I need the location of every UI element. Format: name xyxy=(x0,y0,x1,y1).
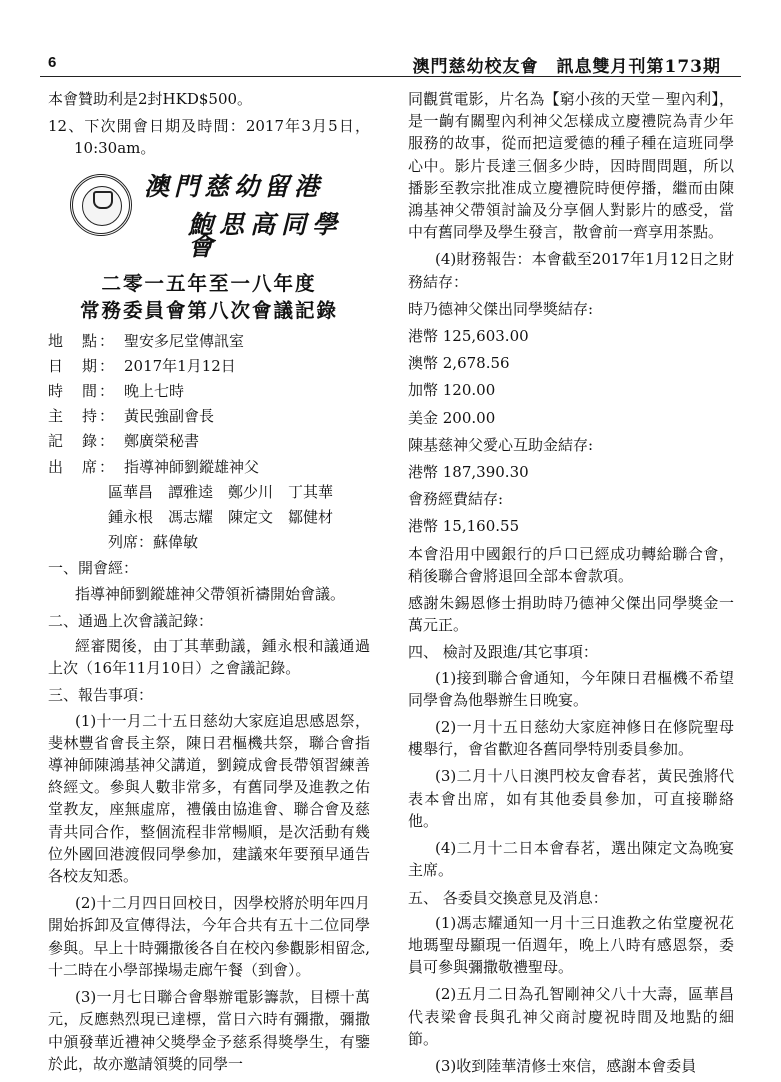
meta-value: 2017年1月12日 xyxy=(124,356,236,375)
section-3-heading: 三、報告事項： xyxy=(48,686,154,705)
fund-label-2: 陳基慈神父愛心互助金結存: xyxy=(408,435,594,454)
exchange-item-2: (2)五月二日為孔智剛神父八十大壽，區華昌代表梁會長與孔神父商討慶祝時間及地點的細節。 xyxy=(408,985,734,1048)
donation-thanks: 感謝朱錫恩修士捐助時乃德神父傑出同學獎金一萬元正。 xyxy=(408,594,734,635)
bank-transfer-note: 本會沿用中國銀行的戶口已經成功轉給聯合會，稍後聯合會將退回全部本會款項。 xyxy=(408,544,734,585)
section-1-body: 指導神師劉鏦雄神父帶領祈禱開始會議。 xyxy=(75,584,346,603)
meta-date xyxy=(48,355,370,377)
followup-item-2: (2)一月十五日慈幼大家庭神修日在修院聖母樓舉行，會省歡迎各舊同學特別委員參加。 xyxy=(408,718,734,759)
meta-label: 記 錄： xyxy=(48,432,117,451)
balance-usd: 美金 200.00 xyxy=(408,408,496,427)
continued-text: 本會贊助利是2封HKD$500。 xyxy=(48,90,253,108)
publication-title: 澳門慈幼校友會 訊息雙月刊第173期 xyxy=(412,57,721,77)
meta-chair xyxy=(48,405,370,427)
meta-venue xyxy=(48,330,370,352)
agenda-item-12: 12、下次開會日期及時間：2017年3月5日，10:30am。 xyxy=(48,117,370,158)
report-item-3-continued: 同觀賞電影，片名為【窮小孩的天堂－聖內利】，是一齣有關聖內利神父怎樣成立慶禮院為青少年服務的故事，從而把這愛德的種子種在這班同學心中。影片長達三個多少時，因時間問題，所以播影至教宗批准成立慶禮院時便停播，繼而由陳鴻基神父帶領討論及分享個人對影片的感受，當中有舊同學及學生發言，散會前一齊享用茶點。 xyxy=(408,90,734,242)
right-column xyxy=(408,88,734,1082)
section-4-heading: 四、 檢討及跟進/其它事項： xyxy=(408,643,598,662)
meta-label: 時 間： xyxy=(48,382,117,401)
section-5-heading: 五、 各委員交換意見及消息： xyxy=(408,888,608,907)
left-column xyxy=(48,88,370,1080)
meta-value: 聖安多尼堂傳訊室 xyxy=(124,331,245,350)
header-divider xyxy=(40,76,741,77)
meta-label: 主 持： xyxy=(48,407,117,426)
fund-label-1: 時乃德神父傑出同學獎結存: xyxy=(408,299,594,318)
logo-text-line2: 鮑思高同學會 xyxy=(188,209,344,261)
balance-hkd-3: 港幣 15,160.55 xyxy=(408,517,520,536)
section-2-heading: 二、通過上次會議記錄： xyxy=(48,611,214,630)
meta-recorder xyxy=(48,430,370,452)
title-line-2: 常務委員會第八次會議記錄 xyxy=(79,298,338,322)
followup-item-4: (4)二月十二日本會春茗，選出陳定文為晚宴主席。 xyxy=(408,839,734,880)
meta-attendance xyxy=(48,456,370,478)
seal-emblem-icon xyxy=(70,174,132,236)
minutes-title xyxy=(48,270,370,324)
section-1-heading: 一、開會經： xyxy=(48,559,139,578)
meta-label: 出 席： xyxy=(48,457,117,476)
page-header xyxy=(40,52,741,76)
page-number: 6 xyxy=(48,54,57,71)
meta-value: 晚上七時 xyxy=(124,382,185,401)
attendee-line-1: 區華昌 譚雅逵 鄭少川 丁其華 xyxy=(108,482,334,501)
meta-value: 鄭廣榮秘書 xyxy=(124,432,200,451)
logo-text-line1: 澳門慈幼留港 xyxy=(144,171,325,201)
attendee-line-2: 鍾永根 馮志耀 陳定文 鄒健材 xyxy=(108,508,334,527)
report-item-4: (4)財務報告：本會截至2017年1月12日之財務結存： xyxy=(408,250,734,291)
report-item-3: (3)一月七日聯合會舉辦電影籌款，目標十萬元，反應熱烈現已達標，當日六時有彌撒，彌撒中頒發華近禮神父獎學金予慈系得獎學生，有鑒於此，故亦邀請領獎的同學一 xyxy=(48,988,370,1073)
association-logo xyxy=(48,170,370,262)
balance-cad: 加幣 120.00 xyxy=(408,381,496,400)
followup-item-3: (3)二月十八日澳門校友會春茗，黃民強將代表本會出席，如有其他委員參加，可直接聯絡他。 xyxy=(408,767,734,830)
balance-hkd-1: 港幣 125,603.00 xyxy=(408,327,529,346)
fund-label-3: 會務經費結存: xyxy=(408,490,504,509)
report-item-2: (2)十二月四日回校日，因學校將於明年四月開始拆卸及宣傳得法，今年合共有五十二位同學參與。早上十時彌撒後各自在校內參觀影相留念,十二時在小學部操場走廊午餐（到會）。 xyxy=(48,894,370,979)
balance-mop: 澳幣 2,678.56 xyxy=(408,354,510,373)
exchange-item-3: (3)收到陸華清修士來信，感謝本會委員 xyxy=(435,1056,697,1075)
meta-value: 指導神師劉鏦雄神父 xyxy=(124,457,260,476)
meta-time xyxy=(48,380,370,402)
observer-line: 列席：蘇偉敏 xyxy=(108,533,199,552)
exchange-item-1: (1)馮志耀通知一月十三日進教之佑堂慶祝花地瑪聖母顯現一佰週年，晚上八時有感恩祭，委員可參與彌撒敬禮聖母。 xyxy=(408,913,734,977)
section-2-body: 經審閱後，由丁其華動議，鍾永根和議通過上次（16年11月10日）之會議記錄。 xyxy=(48,637,370,678)
title-line-1: 二零一五年至一八年度 xyxy=(101,271,317,295)
followup-item-1: (1)接到聯合會通知，今年陳日君樞機不希望同學會為他舉辦生日晚宴。 xyxy=(408,668,734,709)
report-item-1: (1)十一月二十五日慈幼大家庭追思感恩祭，斐林豐省會長主祭，陳日君樞機共祭，聯合會指導神師陳鴻基神父講道，劉鏡成會長帶領習練善終經文。參與人數非常多，有舊同學及進教之佑堂教友，座無虛席，禮儀由協進會、聯合會及慈青共同合作，整個流程非常暢順，是次活動有幾位外國回港渡假同學參加，建議來年要預早通告各校友知悉。 xyxy=(48,711,370,886)
meta-label: 日 期： xyxy=(48,356,117,375)
meta-value: 黃民強副會長 xyxy=(124,407,215,426)
meta-label: 地 點： xyxy=(48,331,117,350)
balance-hkd-2: 港幣 187,390.30 xyxy=(408,463,529,482)
